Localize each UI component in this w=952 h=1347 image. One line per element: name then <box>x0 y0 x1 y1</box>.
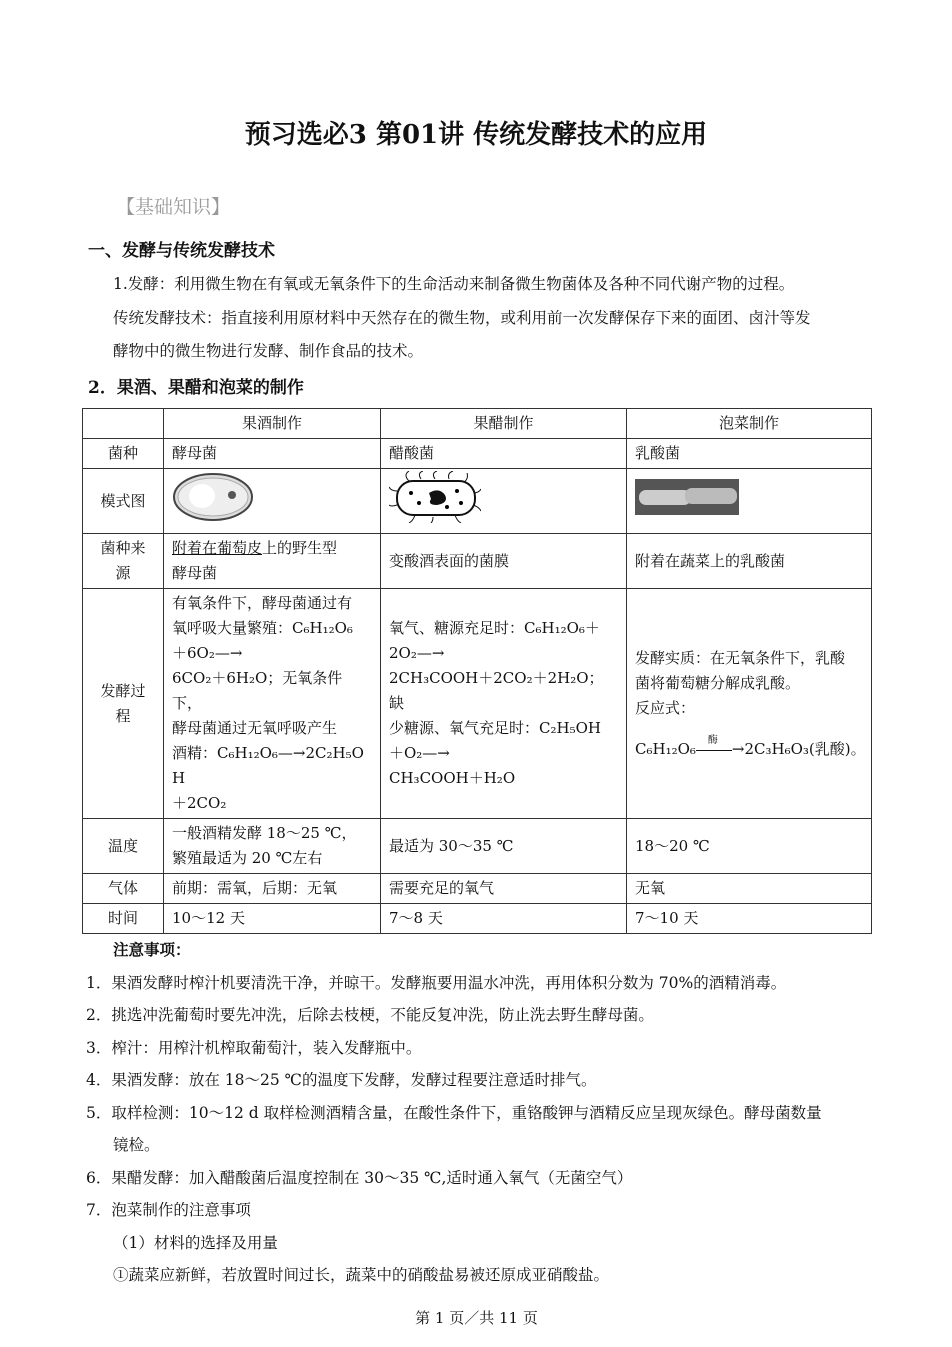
line: 反应式： <box>635 698 696 717</box>
paragraph: 1.发酵：利用微生物在有氧或无氧条件下的生命活动来制备微生物菌体及各种不同代谢产物的过程。 <box>113 275 795 293</box>
label-line: 菌种来 <box>100 539 146 557</box>
cell <box>164 589 381 819</box>
row-label: 时间 <box>83 904 164 934</box>
cell <box>627 589 872 819</box>
cell: 乳酸菌 <box>627 439 872 469</box>
eq-left: C₆H₁₂O₆ <box>635 739 696 758</box>
cell: 醋酸菌 <box>381 439 627 469</box>
cell: 酵母菌 <box>164 439 381 469</box>
note-item: 1．果酒发酵时榨汁机要清洗干净，并晾干。发酵瓶要用温水冲洗，再用体积分数为 70%的酒精消毒。 <box>86 973 787 992</box>
cell: 附着在蔬菜上的乳酸菌 <box>627 534 872 589</box>
row-label: 模式图 <box>83 469 164 534</box>
cell: 需要充足的氧气 <box>381 874 627 904</box>
line: CH₃COOH＋H₂O <box>389 769 516 787</box>
page-footer: 第 1 页／共 11 页 <box>415 1308 538 1327</box>
line: 菌将葡萄糖分解成乳酸。 <box>635 673 801 692</box>
cell: 变酸酒表面的菌膜 <box>381 534 627 589</box>
arrow-icon <box>696 734 732 751</box>
comparison-table <box>82 408 872 934</box>
line: ＋2CO₂ <box>172 794 227 812</box>
label-line: 源 <box>115 564 131 582</box>
note-item: 3．榨汁：用榨汁机榨取葡萄汁，装入发酵瓶中。 <box>86 1038 422 1057</box>
note-item: 7．泡菜制作的注意事项 <box>86 1201 251 1219</box>
note-item: 4．果酒发酵：放在 18～25 ℃的温度下发酵，发酵过程要注意适时排气。 <box>86 1071 597 1089</box>
underlined-text: 附着在葡萄皮 <box>172 539 263 557</box>
paragraph: 传统发酵技术：指直接利用原材料中天然存在的微生物，或利用前一次发酵保存下来的面团、卤汁等发 <box>113 309 811 327</box>
page-title: 预习选必3 第01讲 传统发酵技术的应用 <box>244 120 708 150</box>
header-cell: 泡菜制作 <box>627 409 872 439</box>
note-item: 5．取样检测：10～12 d 取样检测酒精含量，在酸性条件下，重铬酸钾与酒精反应呈现灰绿色。酵母菌数量 <box>86 1103 822 1122</box>
line: 酒精：C₆H₁₂O₆—→2C₂H₅OH <box>172 744 364 787</box>
cell: 7～10 天 <box>627 904 872 934</box>
acetic-bacteria-diagram <box>389 471 481 531</box>
note-item: 6．果醋发酵：加入醋酸菌后温度控制在 30～35 ℃,适时通入氧气（无菌空气） <box>86 1168 633 1187</box>
row-label <box>83 589 164 819</box>
row-label: 气体 <box>83 874 164 904</box>
heading-production: 2．果酒、果醋和泡菜的制作 <box>88 378 304 398</box>
cell: 10～12 天 <box>164 904 381 934</box>
yeast-diagram <box>172 472 254 530</box>
text: 上的野生型 <box>262 539 338 557</box>
row-label: 菌种 <box>83 439 164 469</box>
notes-title: 注意事项： <box>113 940 191 959</box>
lactic-bacteria-photo <box>635 479 739 523</box>
header-cell <box>83 409 164 439</box>
content-flow <box>82 408 882 1330</box>
cell <box>164 534 381 589</box>
line: ＋O₂—→ <box>389 744 450 762</box>
line: 2CH₃COOH＋2CO₂＋2H₂O；缺 <box>389 669 604 712</box>
label-line: 程 <box>115 706 131 725</box>
row-label: 温度 <box>83 819 164 874</box>
text: 酵母菌 <box>172 564 218 582</box>
cell: 最适为 30～35 ℃ <box>381 819 627 874</box>
line: 一般酒精发酵 18～25 ℃， <box>172 824 357 842</box>
line: 氧气、糖源充足时：C₆H₁₂O₆＋ <box>389 619 600 637</box>
line: 酵母菌通过无氧呼吸产生 <box>172 719 338 737</box>
heading-fermentation: 一、发酵与传统发酵技术 <box>88 241 275 261</box>
cell: 无氧 <box>627 874 872 904</box>
cell: 前期：需氧，后期：无氧 <box>164 874 381 904</box>
note-item-cont: 镜检。 <box>113 1136 160 1154</box>
header-cell: 果醋制作 <box>381 409 627 439</box>
section-tag: 【基础知识】 <box>116 196 231 218</box>
cell <box>164 819 381 874</box>
cell <box>381 589 627 819</box>
label-line: 发酵过 <box>100 681 146 700</box>
line: 2O₂—→ <box>389 644 445 662</box>
line: 有氧条件下，酵母菌通过有 <box>172 594 353 612</box>
eq-right: →2C₃H₆O₃(乳酸)。 <box>731 739 866 758</box>
line: ＋6O₂—→ <box>172 644 243 662</box>
line: 6CO₂＋6H₂O；无氧条件下， <box>172 669 343 712</box>
cell: 7～8 天 <box>381 904 627 934</box>
enzyme-label: 酶 <box>707 734 718 746</box>
sub-item: ①蔬菜应新鲜，若放置时间过长，蔬菜中的硝酸盐易被还原成亚硝酸盐。 <box>113 1266 610 1284</box>
row-label <box>83 534 164 589</box>
cell: 18～20 ℃ <box>627 819 872 874</box>
line: 氧呼吸大量繁殖：C₆H₁₂O₆ <box>172 619 353 637</box>
header-cell: 果酒制作 <box>164 409 381 439</box>
line: 繁殖最适为 20 ℃左右 <box>172 849 323 867</box>
equation <box>635 734 866 762</box>
note-item: 2．挑选冲洗葡萄时要先冲洗，后除去枝梗，不能反复冲洗，防止洗去野生酵母菌。 <box>86 1006 654 1024</box>
line: 少糖源、氧气充足时：C₂H₅OH <box>389 719 601 737</box>
paragraph: 酵物中的微生物进行发酵、制作食品的技术。 <box>113 342 424 360</box>
line: 发酵实质：在无氧条件下，乳酸 <box>635 648 846 667</box>
sub-heading: （1）材料的选择及用量 <box>113 1233 278 1252</box>
